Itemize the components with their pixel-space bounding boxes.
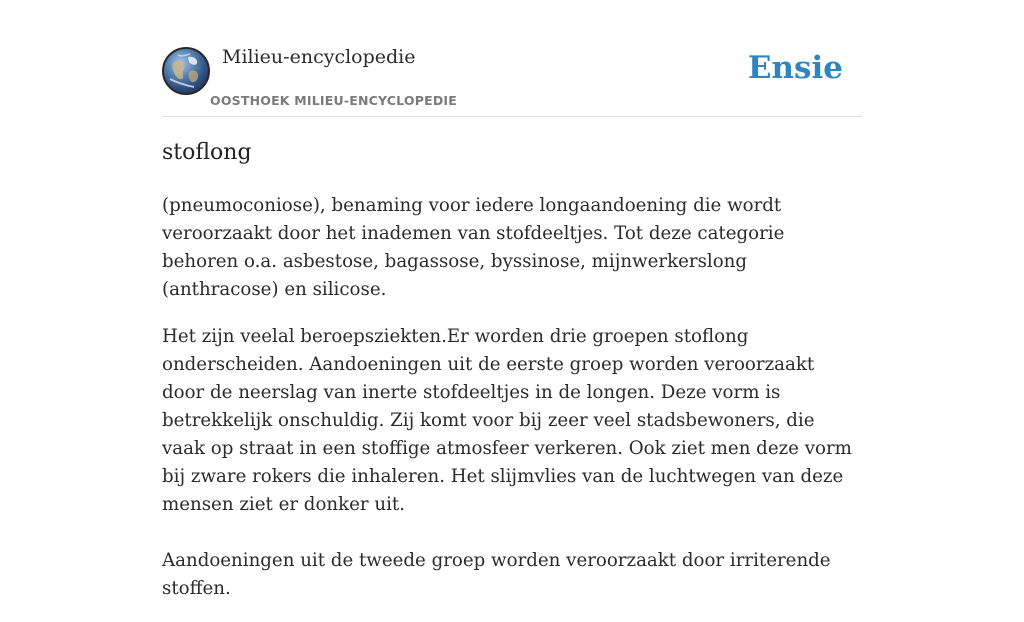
article-paragraph: Aandoeningen uit de tweede groep worden veroorzaakt door irriterende stoffen. <box>162 550 831 599</box>
site-name[interactable]: Milieu-encyclopedie <box>222 46 416 68</box>
article-body <box>162 192 862 622</box>
brand-logo[interactable]: Ensie <box>747 50 843 86</box>
publisher-label[interactable]: OOSTHOEK MILIEU-ENCYCLOPEDIE <box>210 93 457 108</box>
article-paragraph: (pneumoconiose), benaming voor iedere longaandoening die wordt veroorzaakt door het inademen van stofdeeltjes. Tot deze categorie behoren o.a. asbestose, bagassose, byssinose, mijnwerkerslong (anthracose) en silicose. <box>162 195 785 300</box>
article-title: stoflong <box>162 140 252 165</box>
header <box>162 0 862 117</box>
earth-globe-icon[interactable] <box>162 47 210 95</box>
page <box>162 0 862 599</box>
article-paragraph: Het zijn veelal beroepsziekten.Er worden drie groepen stoflong onderscheiden. Aandoeningen uit de eerste groep worden veroorzaakt door de neerslag van inerte stofdeeltjes in de longen. Deze vorm is betrekkelijk onschuldig. Zij komt voor bij zeer veel stadsbewoners, die vaak op straat in een stoffige atmosfeer verkeren. Ook ziet men deze vorm bij zware rokers die inhaleren. Het slijmvlies van de luchtwegen van deze mensen ziet er donker uit. <box>162 326 852 515</box>
